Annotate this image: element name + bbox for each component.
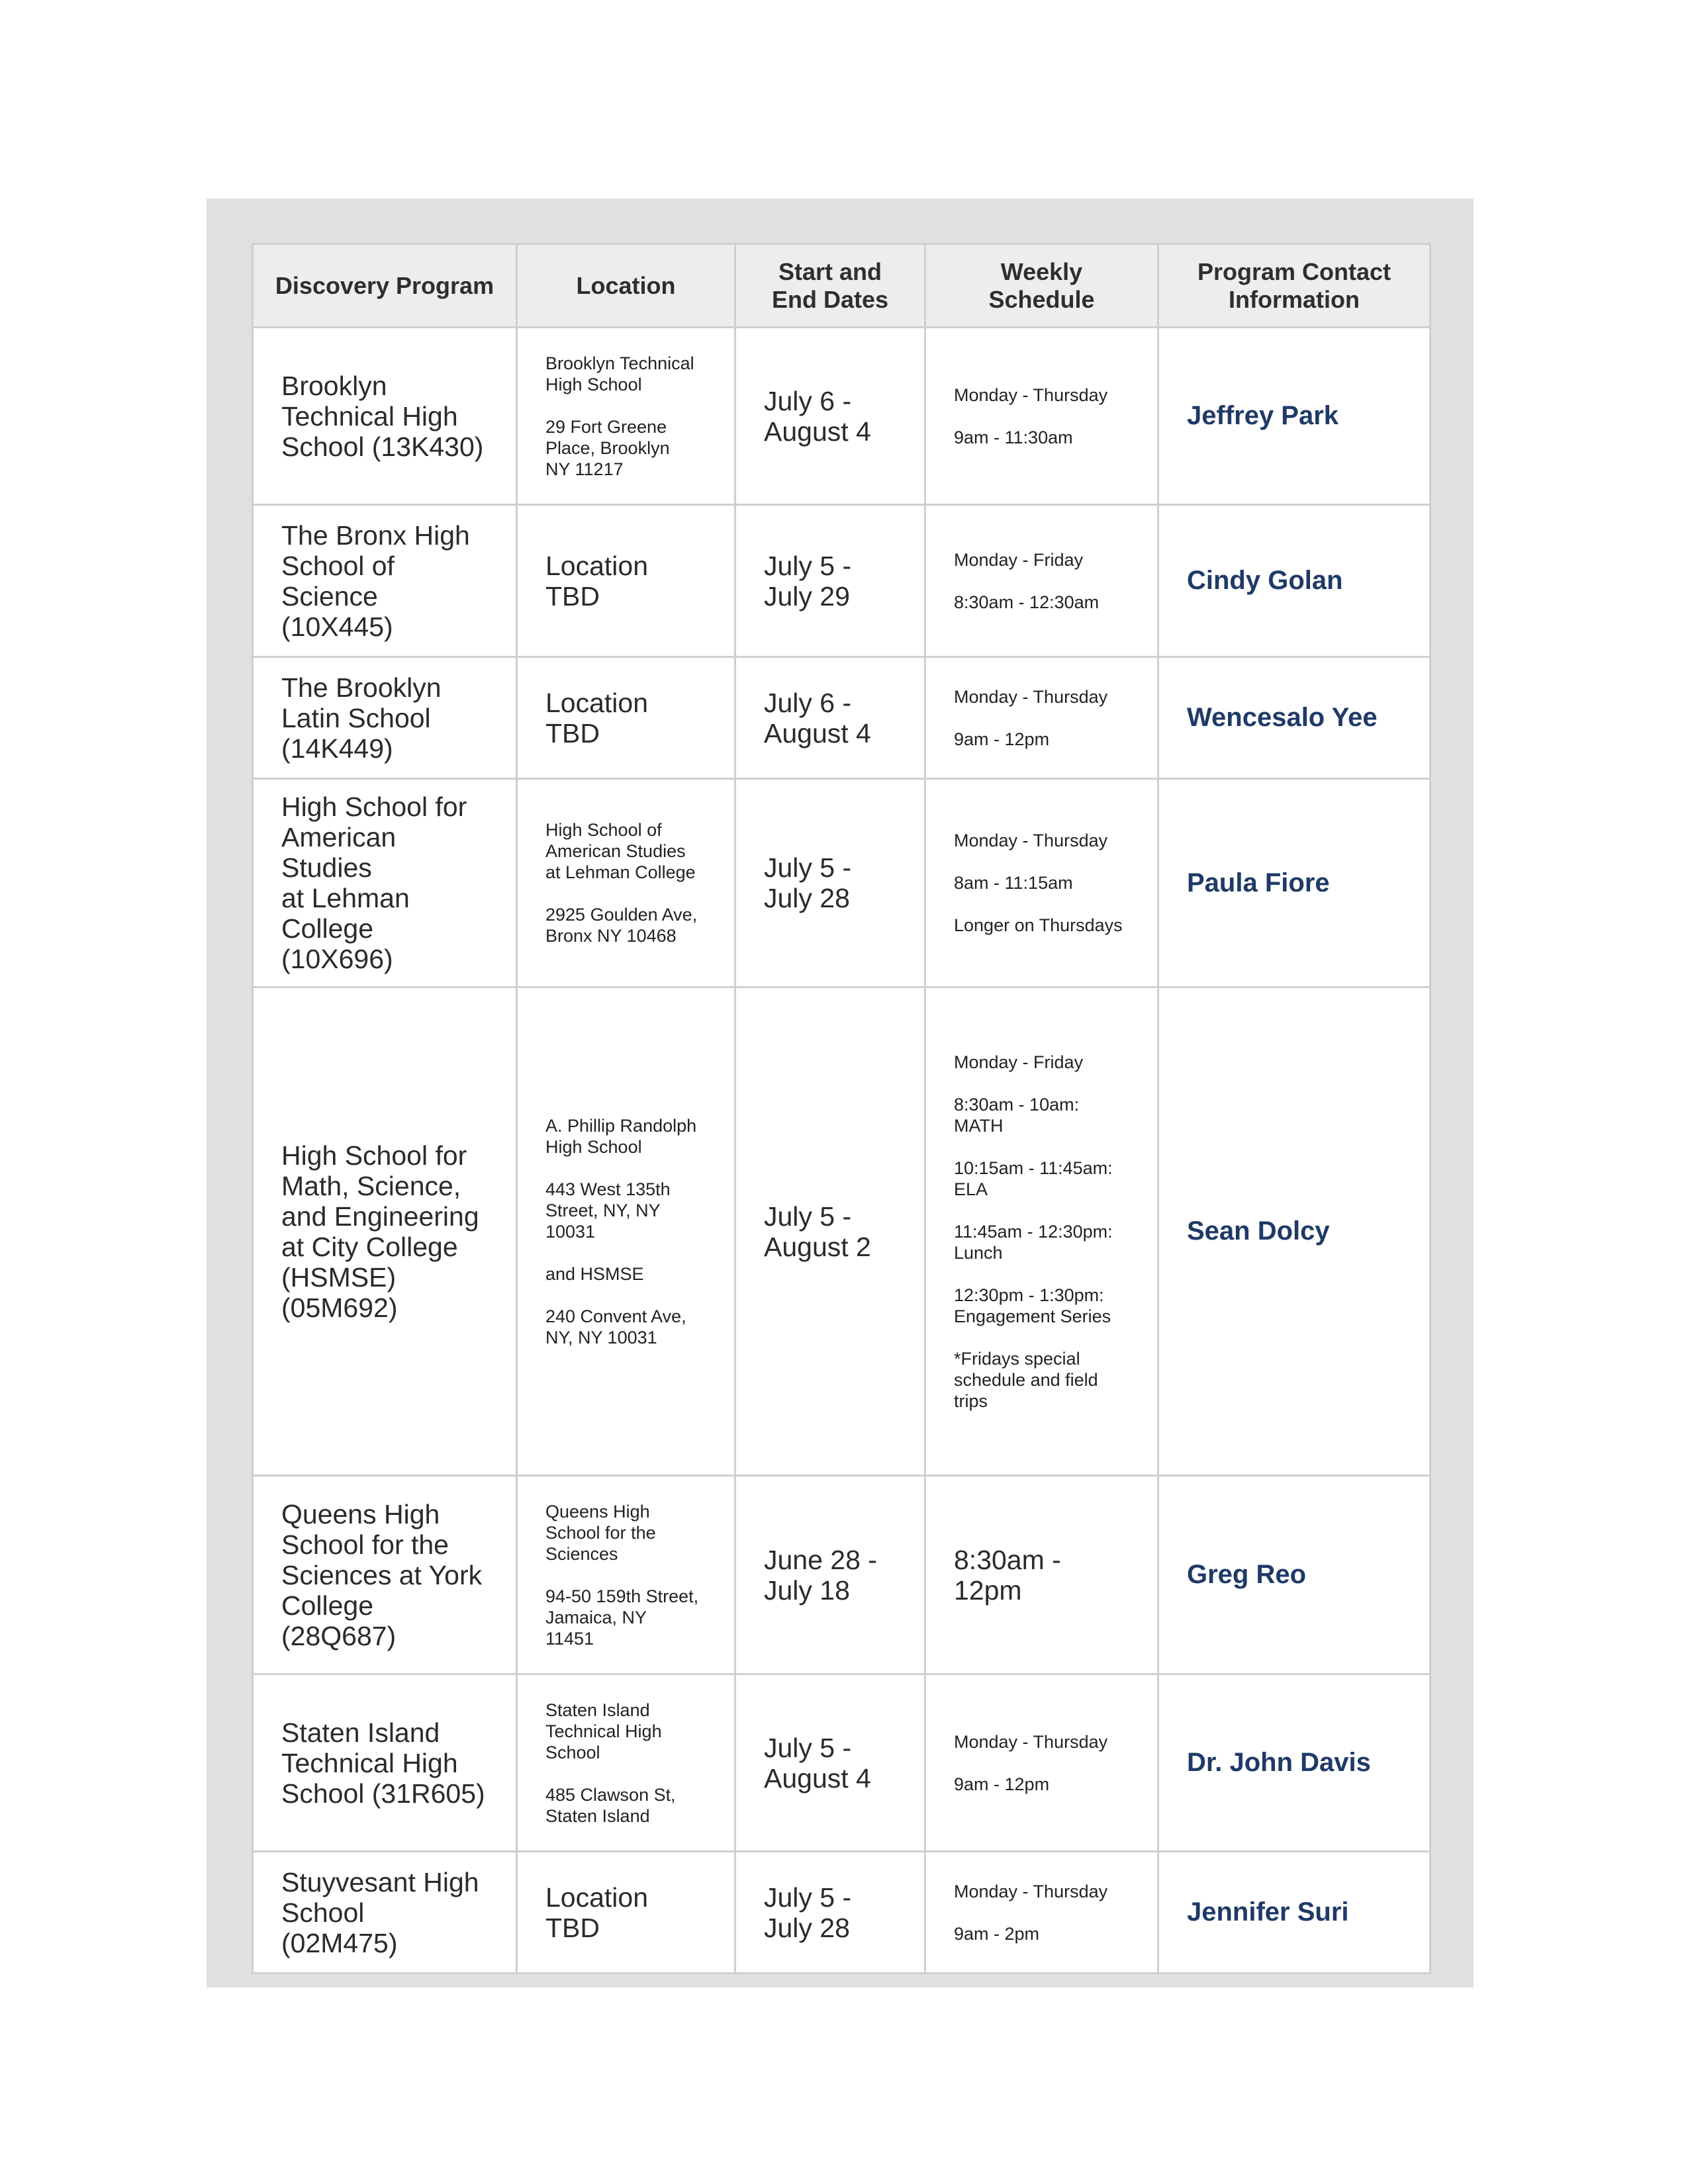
- table-header-row: [253, 244, 1430, 328]
- schedule-cell: [925, 505, 1158, 657]
- schedule-line: 8:30am - 10am: MATH: [954, 1094, 1080, 1136]
- schedule-line: Longer on Thursdays: [954, 915, 1123, 935]
- schedule-line: 8am - 11:15am: [954, 873, 1073, 893]
- location-line: A. Phillip Randolph High School: [545, 1115, 697, 1157]
- table-row: [253, 779, 1430, 987]
- schedule-line: *Fridays special schedule and field trips: [954, 1348, 1098, 1411]
- schedule-line: 9am - 11:30am: [954, 427, 1073, 447]
- program-name-cell: Stuyvesant High School (02M475): [253, 1852, 517, 1974]
- table-row: [253, 328, 1430, 505]
- table-row: [253, 987, 1430, 1476]
- location-cell: [517, 328, 735, 505]
- location-line: 240 Convent Ave, NY, NY 10031: [545, 1306, 686, 1347]
- header-discovery-program: Discovery Program: [253, 244, 517, 328]
- location-line: 485 Clawson St, Staten Island: [545, 1784, 676, 1826]
- contact-name: Sean Dolcy: [1158, 987, 1430, 1476]
- location-line: and HSMSE: [545, 1263, 644, 1284]
- dates-cell: July 5 - August 4: [735, 1674, 925, 1852]
- program-name-cell: High School for American Studies at Lehman College (10X696): [253, 779, 517, 987]
- dates-cell: July 5 - July 28: [735, 1852, 925, 1974]
- location-line: 2925 Goulden Ave, Bronx NY 10468: [545, 905, 698, 946]
- dates-cell: June 28 - July 18: [735, 1476, 925, 1674]
- dates-cell: July 6 - August 4: [735, 657, 925, 779]
- location-line: 443 West 135th Street, NY, NY 10031: [545, 1179, 671, 1242]
- header-weekly-schedule: Weekly Schedule: [925, 244, 1158, 328]
- location-cell: [517, 1674, 735, 1852]
- table-row: [253, 1852, 1430, 1974]
- schedule-line: Monday - Friday: [954, 1052, 1084, 1072]
- location-line: 94-50 159th Street, Jamaica, NY 11451: [545, 1586, 699, 1649]
- schedule-cell: 8:30am - 12pm: [925, 1476, 1158, 1674]
- contact-name: Dr. John Davis: [1158, 1674, 1430, 1852]
- schedule-cell: [925, 328, 1158, 505]
- table-row: [253, 1674, 1430, 1852]
- schedule-cell: [925, 1674, 1158, 1852]
- schedule-cell: [925, 987, 1158, 1476]
- location-line: Staten Island Technical High School: [545, 1700, 662, 1762]
- schedule-line: Monday - Thursday: [954, 686, 1108, 707]
- program-name-cell: The Bronx High School of Science (10X445): [253, 505, 517, 657]
- location-line: Queens High School for the Sciences: [545, 1501, 656, 1564]
- schedule-line: 11:45am - 12:30pm: Lunch: [954, 1221, 1113, 1263]
- schedule-cell: [925, 779, 1158, 987]
- schedule-line: Monday - Thursday: [954, 1731, 1108, 1752]
- schedule-line: Monday - Thursday: [954, 385, 1108, 405]
- schedule-line: 8:30am - 12:30am: [954, 592, 1100, 612]
- location-line: High School of American Studies at Lehman College: [545, 820, 696, 882]
- dates-cell: July 5 - July 29: [735, 505, 925, 657]
- contact-name: Wencesalo Yee: [1158, 657, 1430, 779]
- location-cell: [517, 1476, 735, 1674]
- location-cell: [517, 779, 735, 987]
- schedule-line: 9am - 12pm: [954, 729, 1050, 749]
- dates-cell: July 5 - August 2: [735, 987, 925, 1476]
- program-name-cell: Staten Island Technical High School (31R605): [253, 1674, 517, 1852]
- location-line: 29 Fort Greene Place, Brooklyn NY 11217: [545, 416, 670, 479]
- schedule-line: 10:15am - 11:45am: ELA: [954, 1158, 1113, 1199]
- location-cell: Location TBD: [517, 505, 735, 657]
- contact-name: Paula Fiore: [1158, 779, 1430, 987]
- program-name-cell: Brooklyn Technical High School (13K430): [253, 328, 517, 505]
- header-program-contact: Program Contact Information: [1158, 244, 1430, 328]
- dates-cell: July 5 - July 28: [735, 779, 925, 987]
- table-row: [253, 657, 1430, 779]
- dates-cell: July 6 - August 4: [735, 328, 925, 505]
- contact-name: Jennifer Suri: [1158, 1852, 1430, 1974]
- schedule-cell: [925, 657, 1158, 779]
- table-row: [253, 505, 1430, 657]
- location-cell: Location TBD: [517, 1852, 735, 1974]
- program-name-cell: Queens High School for the Sciences at York College (28Q687): [253, 1476, 517, 1674]
- contact-name: Jeffrey Park: [1158, 328, 1430, 505]
- schedule-line: Monday - Thursday: [954, 1881, 1108, 1901]
- schedule-line: Monday - Thursday: [954, 831, 1108, 850]
- contact-name: Greg Reo: [1158, 1476, 1430, 1674]
- contact-name: Cindy Golan: [1158, 505, 1430, 657]
- header-location: Location: [517, 244, 735, 328]
- header-start-end-dates: Start and End Dates: [735, 244, 925, 328]
- location-cell: Location TBD: [517, 657, 735, 779]
- discovery-program-table: [252, 243, 1431, 1974]
- schedule-line: 9am - 12pm: [954, 1774, 1050, 1794]
- schedule-line: 9am - 2pm: [954, 1923, 1040, 1944]
- schedule-cell: [925, 1852, 1158, 1974]
- table-row: [253, 1476, 1430, 1674]
- program-name-cell: The Brooklyn Latin School (14K449): [253, 657, 517, 779]
- location-line: Brooklyn Technical High School: [545, 353, 694, 394]
- program-name-cell: High School for Math, Science, and Engineering at City College (HSMSE) (05M692): [253, 987, 517, 1476]
- location-cell: [517, 987, 735, 1476]
- schedule-line: 12:30pm - 1:30pm: Engagement Series: [954, 1285, 1111, 1326]
- schedule-line: Monday - Friday: [954, 549, 1084, 570]
